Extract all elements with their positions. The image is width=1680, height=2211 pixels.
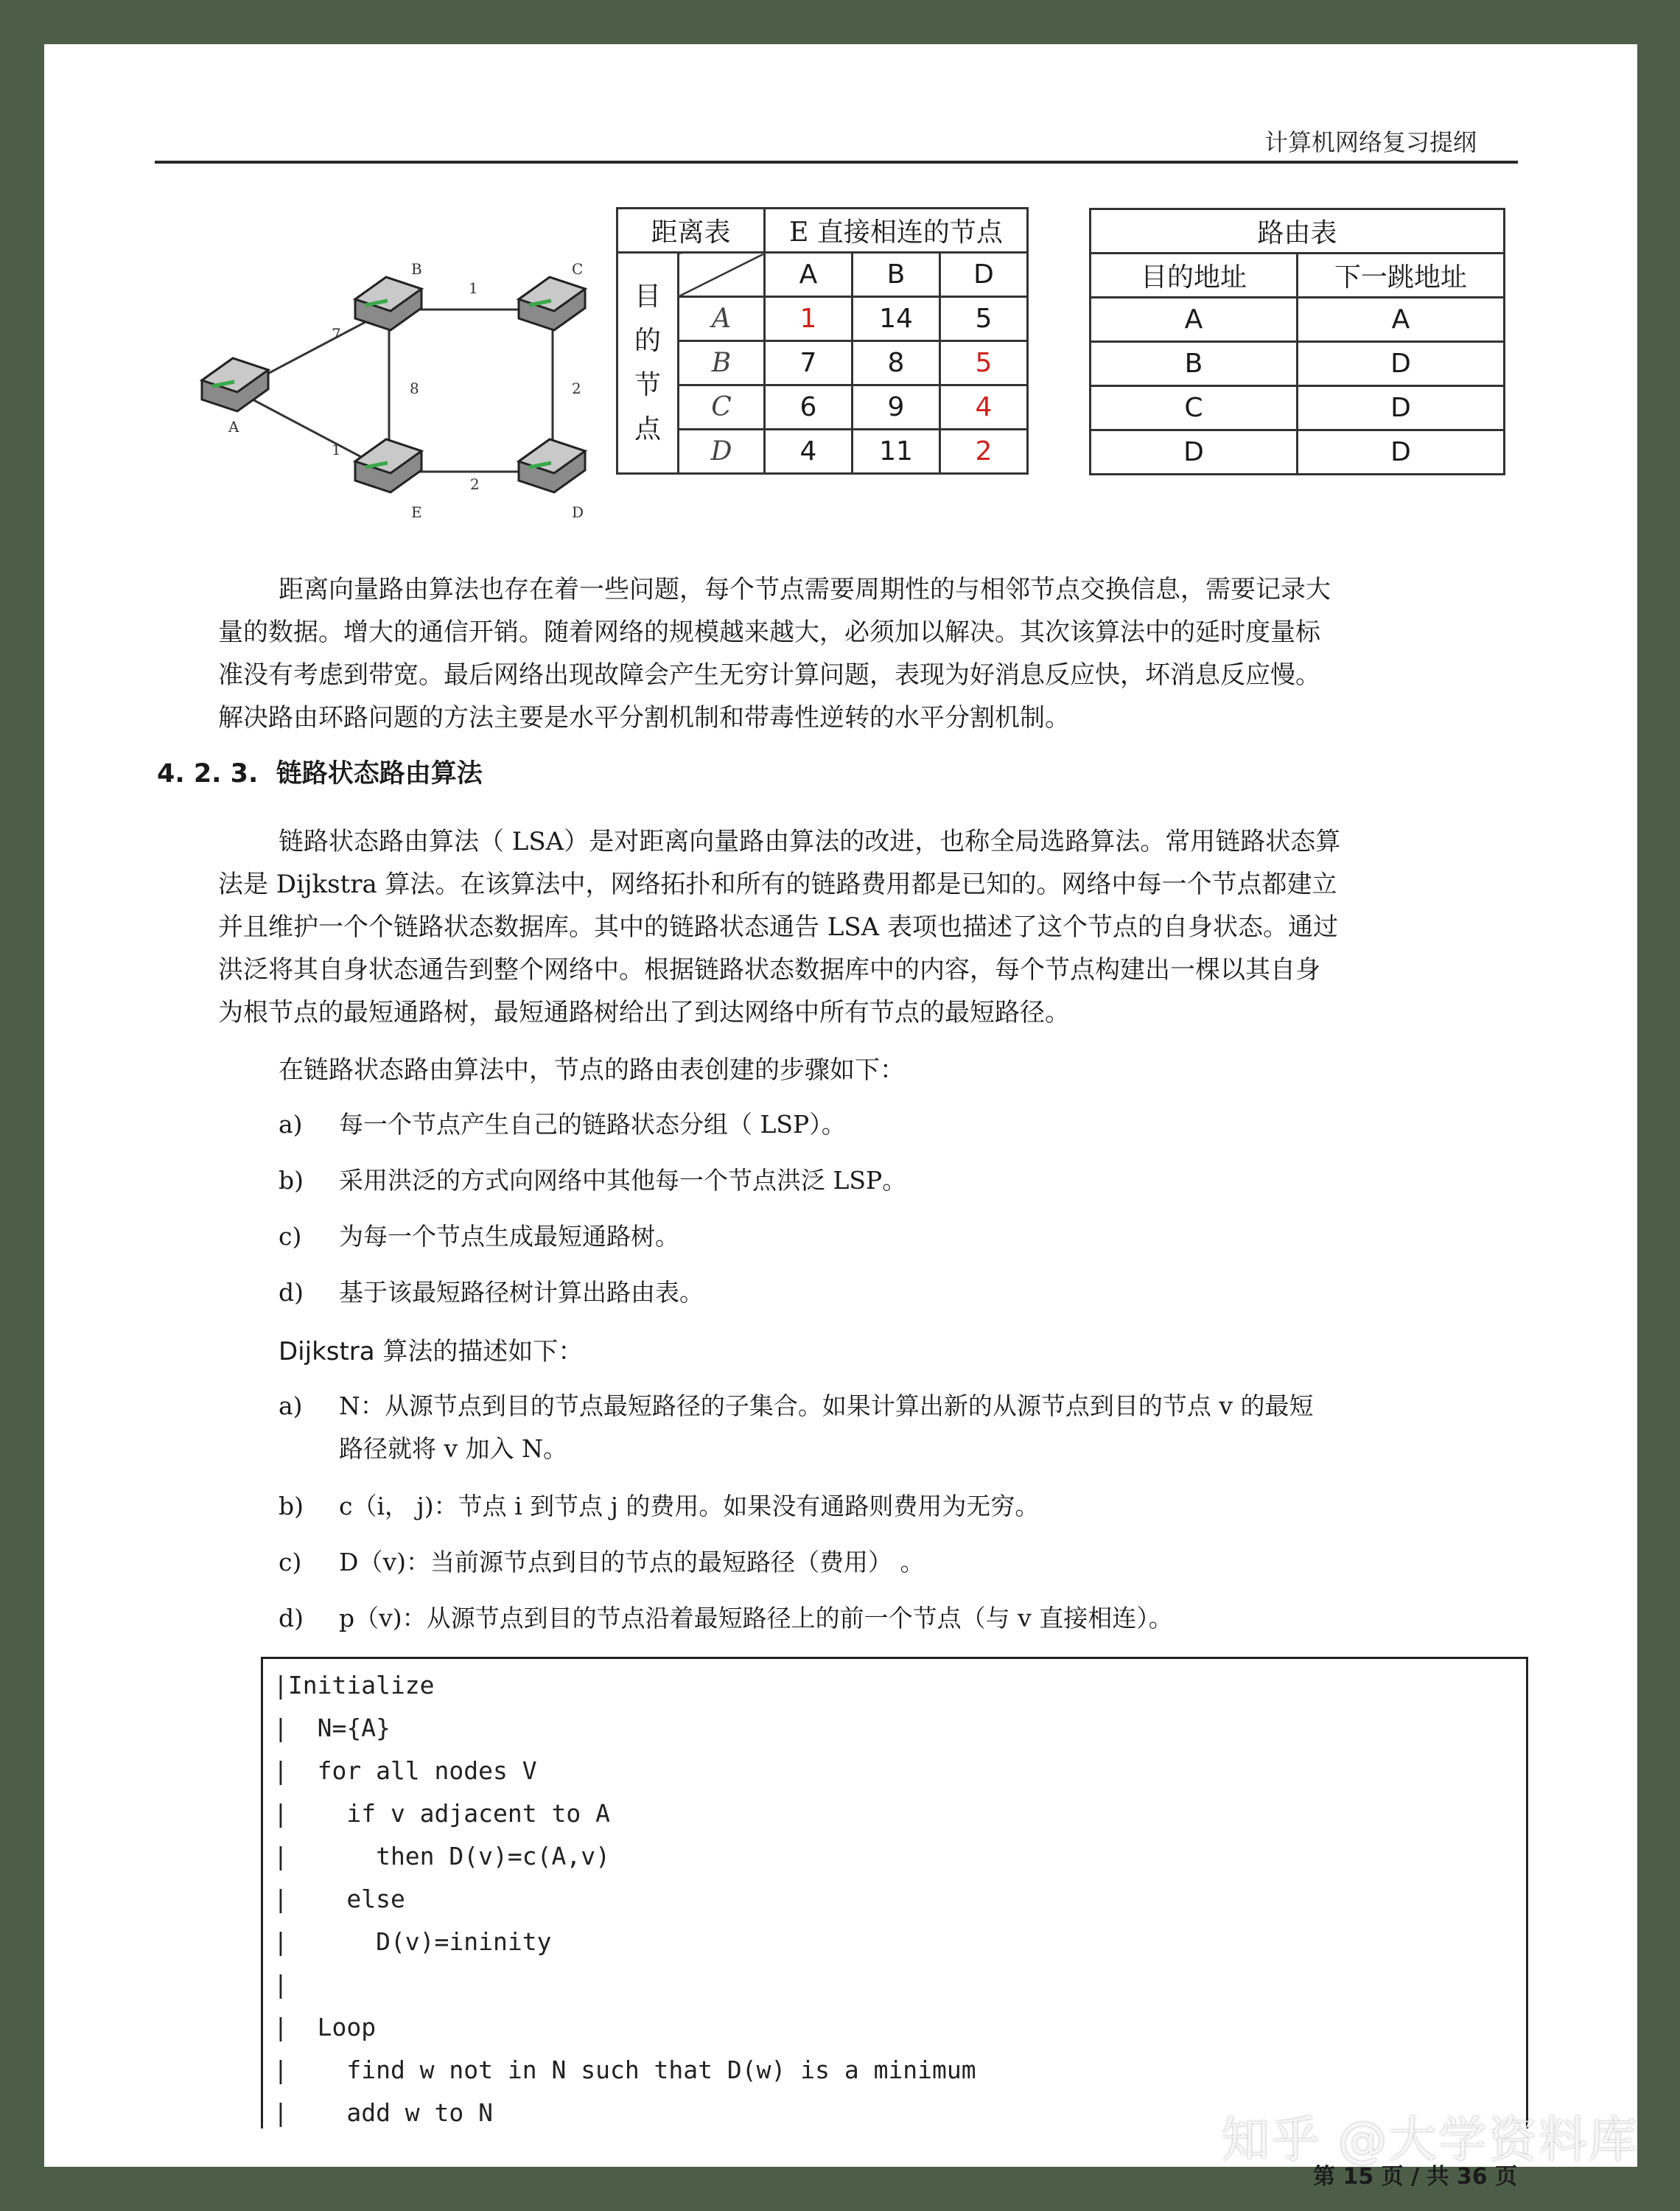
- list-item: c) D（v)：当前源节点到目的节点的最短路径（费用） 。: [279, 1548, 925, 1576]
- page-number: 第 15 页 / 共 36 页: [1313, 2164, 1518, 2190]
- cell-value: D: [1298, 430, 1505, 475]
- distance-table-row-group: 目 的 节 点: [617, 253, 679, 474]
- code-line: | D(v)=ininity: [273, 1927, 552, 1956]
- section-title: 链路状态路由算法: [276, 759, 483, 789]
- code-line: | find w not in N such that D(w) is a minimum: [273, 2055, 976, 2084]
- paragraph-line: 解决路由环路问题的方法主要是水平分割机制和带毒性逆转的水平分割机制。: [218, 703, 1070, 733]
- table-row: [617, 341, 1028, 385]
- code-line: | then D(v)=c(A,v): [273, 1842, 610, 1871]
- code-line: | N={A}: [273, 1714, 391, 1742]
- list-item: a) 每一个节点产生自己的链路状态分组（ LSP）。: [279, 1110, 846, 1139]
- node-label-c: C: [572, 260, 584, 278]
- list-item: b) 采用洪泛的方式向网络中其他每一个节点洪泛 LSP。: [279, 1166, 907, 1195]
- cell-value: D: [1091, 430, 1298, 475]
- list-item: a) N：从源节点到目的节点最短路径的子集合。如果计算出新的从源节点到目的节点 v 的最短: [279, 1391, 1314, 1420]
- node-label-a: A: [228, 418, 239, 436]
- cell-value: 14: [853, 297, 940, 341]
- cell-value: 5: [940, 297, 1028, 341]
- paragraph-line: 法是 Dijkstra 算法。在该算法中，网络拓扑和所有的链路费用都是已知的。网络中每一个节点都建立: [218, 870, 1337, 899]
- network-diagram-svg: [192, 206, 648, 545]
- node-label-e: E: [411, 503, 422, 521]
- code-line: | add w to N: [273, 2098, 494, 2127]
- section-heading: [157, 753, 483, 790]
- cell-value: A: [1298, 298, 1505, 342]
- distance-table-corner: 距离表: [617, 209, 765, 253]
- steps-intro: 在链路状态路由算法中，节点的路由表创建的步骤如下：: [279, 1055, 905, 1085]
- cell-value: A: [1091, 298, 1298, 342]
- distance-table: [616, 207, 1029, 475]
- code-line: |: [273, 1970, 288, 1999]
- cell-value: 5: [940, 341, 1028, 385]
- router-icon-b: [355, 277, 421, 330]
- row-dest: B: [679, 341, 765, 385]
- row-dest: D: [679, 430, 765, 474]
- cell-value: 7: [765, 341, 853, 385]
- paragraph-line: 链路状态路由算法（ LSA）是对距离向量路由算法的改进，也称全局选路算法。常用链路状态算: [279, 827, 1341, 856]
- code-line: | if v adjacent to A: [273, 1799, 610, 1828]
- router-icon-c: [519, 277, 585, 330]
- cell-value: C: [1091, 386, 1298, 430]
- column-header: 目的地址: [1091, 254, 1298, 298]
- paragraph-line: 洪泛将其自身状态通告到整个网络中。根据链路状态数据库中的内容，每个节点构建出一棵以其自身: [218, 955, 1320, 985]
- paragraph-line: 准没有考虑到带宽。最后网络出现故障会产生无穷计算问题，表现为好消息反应快，坏消息反应慢。: [218, 660, 1320, 690]
- list-item: d) p（v)：从源节点到目的节点沿着最短路径上的前一个节点（与 v 直接相连）。: [279, 1604, 1173, 1632]
- cell-value: B: [1091, 342, 1298, 386]
- table-row: [1091, 430, 1505, 475]
- code-line: | else: [273, 1885, 405, 1913]
- cell-value: D: [1298, 342, 1505, 386]
- node-label-b: B: [411, 260, 422, 278]
- edge-label-a-b: 7: [332, 325, 341, 343]
- cell-value: 6: [765, 385, 853, 430]
- distance-table-span-header: E 直接相连的节点: [765, 209, 1028, 253]
- routing-table-title: 路由表: [1091, 209, 1505, 254]
- routing-table: [1089, 208, 1505, 475]
- section-number: 4. 2. 3.: [157, 759, 259, 789]
- code-block: [261, 1657, 1528, 2128]
- network-diagram: [192, 206, 648, 545]
- column-header: A: [765, 253, 853, 297]
- cell-value: 4: [765, 430, 853, 474]
- header-rule: [155, 161, 1518, 164]
- code-line: | for all nodes V: [273, 1756, 537, 1785]
- edge-label-b-c: 1: [469, 279, 478, 297]
- code-line: | Loop: [273, 2013, 377, 2041]
- cell-value: 9: [853, 385, 940, 430]
- edge-label-b-e: 8: [410, 380, 419, 397]
- list-item: d) 基于该最短路径树计算出路由表。: [279, 1278, 704, 1307]
- table-row: [1091, 386, 1505, 430]
- running-header: 计算机网络复习提纲: [1264, 128, 1477, 156]
- node-label-d: D: [572, 503, 584, 521]
- cell-value: 2: [940, 430, 1028, 474]
- cell-value: 11: [853, 430, 940, 474]
- document-page: [44, 44, 1637, 2190]
- watermark: 知乎 @大学资料库: [1221, 2112, 1639, 2168]
- edge-label-a-e: 1: [332, 441, 341, 458]
- paragraph-line: 为根节点的最短通路树，最短通路树给出了到达网络中所有节点的最短路径。: [218, 998, 1070, 1027]
- table-row: [1091, 298, 1505, 342]
- router-icon-e: [355, 439, 421, 492]
- code-line: |Initialize: [273, 1671, 435, 1700]
- column-header: B: [853, 253, 940, 297]
- table-row: [617, 297, 1028, 341]
- cell-value: 4: [940, 385, 1028, 430]
- table-row: [617, 430, 1028, 474]
- list-item: b) c（i， j)：节点 i 到节点 j 的费用。如果没有通路则费用为无穷。: [279, 1492, 1040, 1520]
- list-item-continuation: 路径就将 v 加入 N。: [339, 1434, 567, 1463]
- cell-value: 1: [765, 297, 853, 341]
- row-dest: A: [679, 297, 765, 341]
- edge-label-c-d: 2: [572, 380, 581, 397]
- row-dest: C: [679, 385, 765, 430]
- paragraph-line: 距离向量路由算法也存在着一些问题，每个节点需要周期性的与相邻节点交换信息，需要记录大: [279, 575, 1331, 604]
- cell-value: 8: [853, 341, 940, 385]
- paragraph-line: 量的数据。增大的通信开销。随着网络的规模越来越大，必须加以解决。其次该算法中的延时度量标: [218, 618, 1320, 647]
- paragraph-line: 并且维护一个个链路状态数据库。其中的链路状态通告 LSA 表项也描述了这个节点的自身状态。通过: [218, 912, 1339, 942]
- table-row: [1091, 342, 1505, 386]
- distance-table-diagonal-cell: [679, 253, 765, 297]
- column-header: 下一跳地址: [1298, 254, 1505, 298]
- column-header: D: [940, 253, 1028, 297]
- table-row: [617, 385, 1028, 430]
- dijkstra-intro: Dijkstra 算法的描述如下：: [279, 1337, 584, 1366]
- list-item: c) 为每一个节点生成最短通路树。: [279, 1222, 679, 1251]
- cell-value: D: [1298, 386, 1505, 430]
- router-icon-d: [519, 439, 585, 492]
- edge-label-e-d: 2: [470, 475, 480, 493]
